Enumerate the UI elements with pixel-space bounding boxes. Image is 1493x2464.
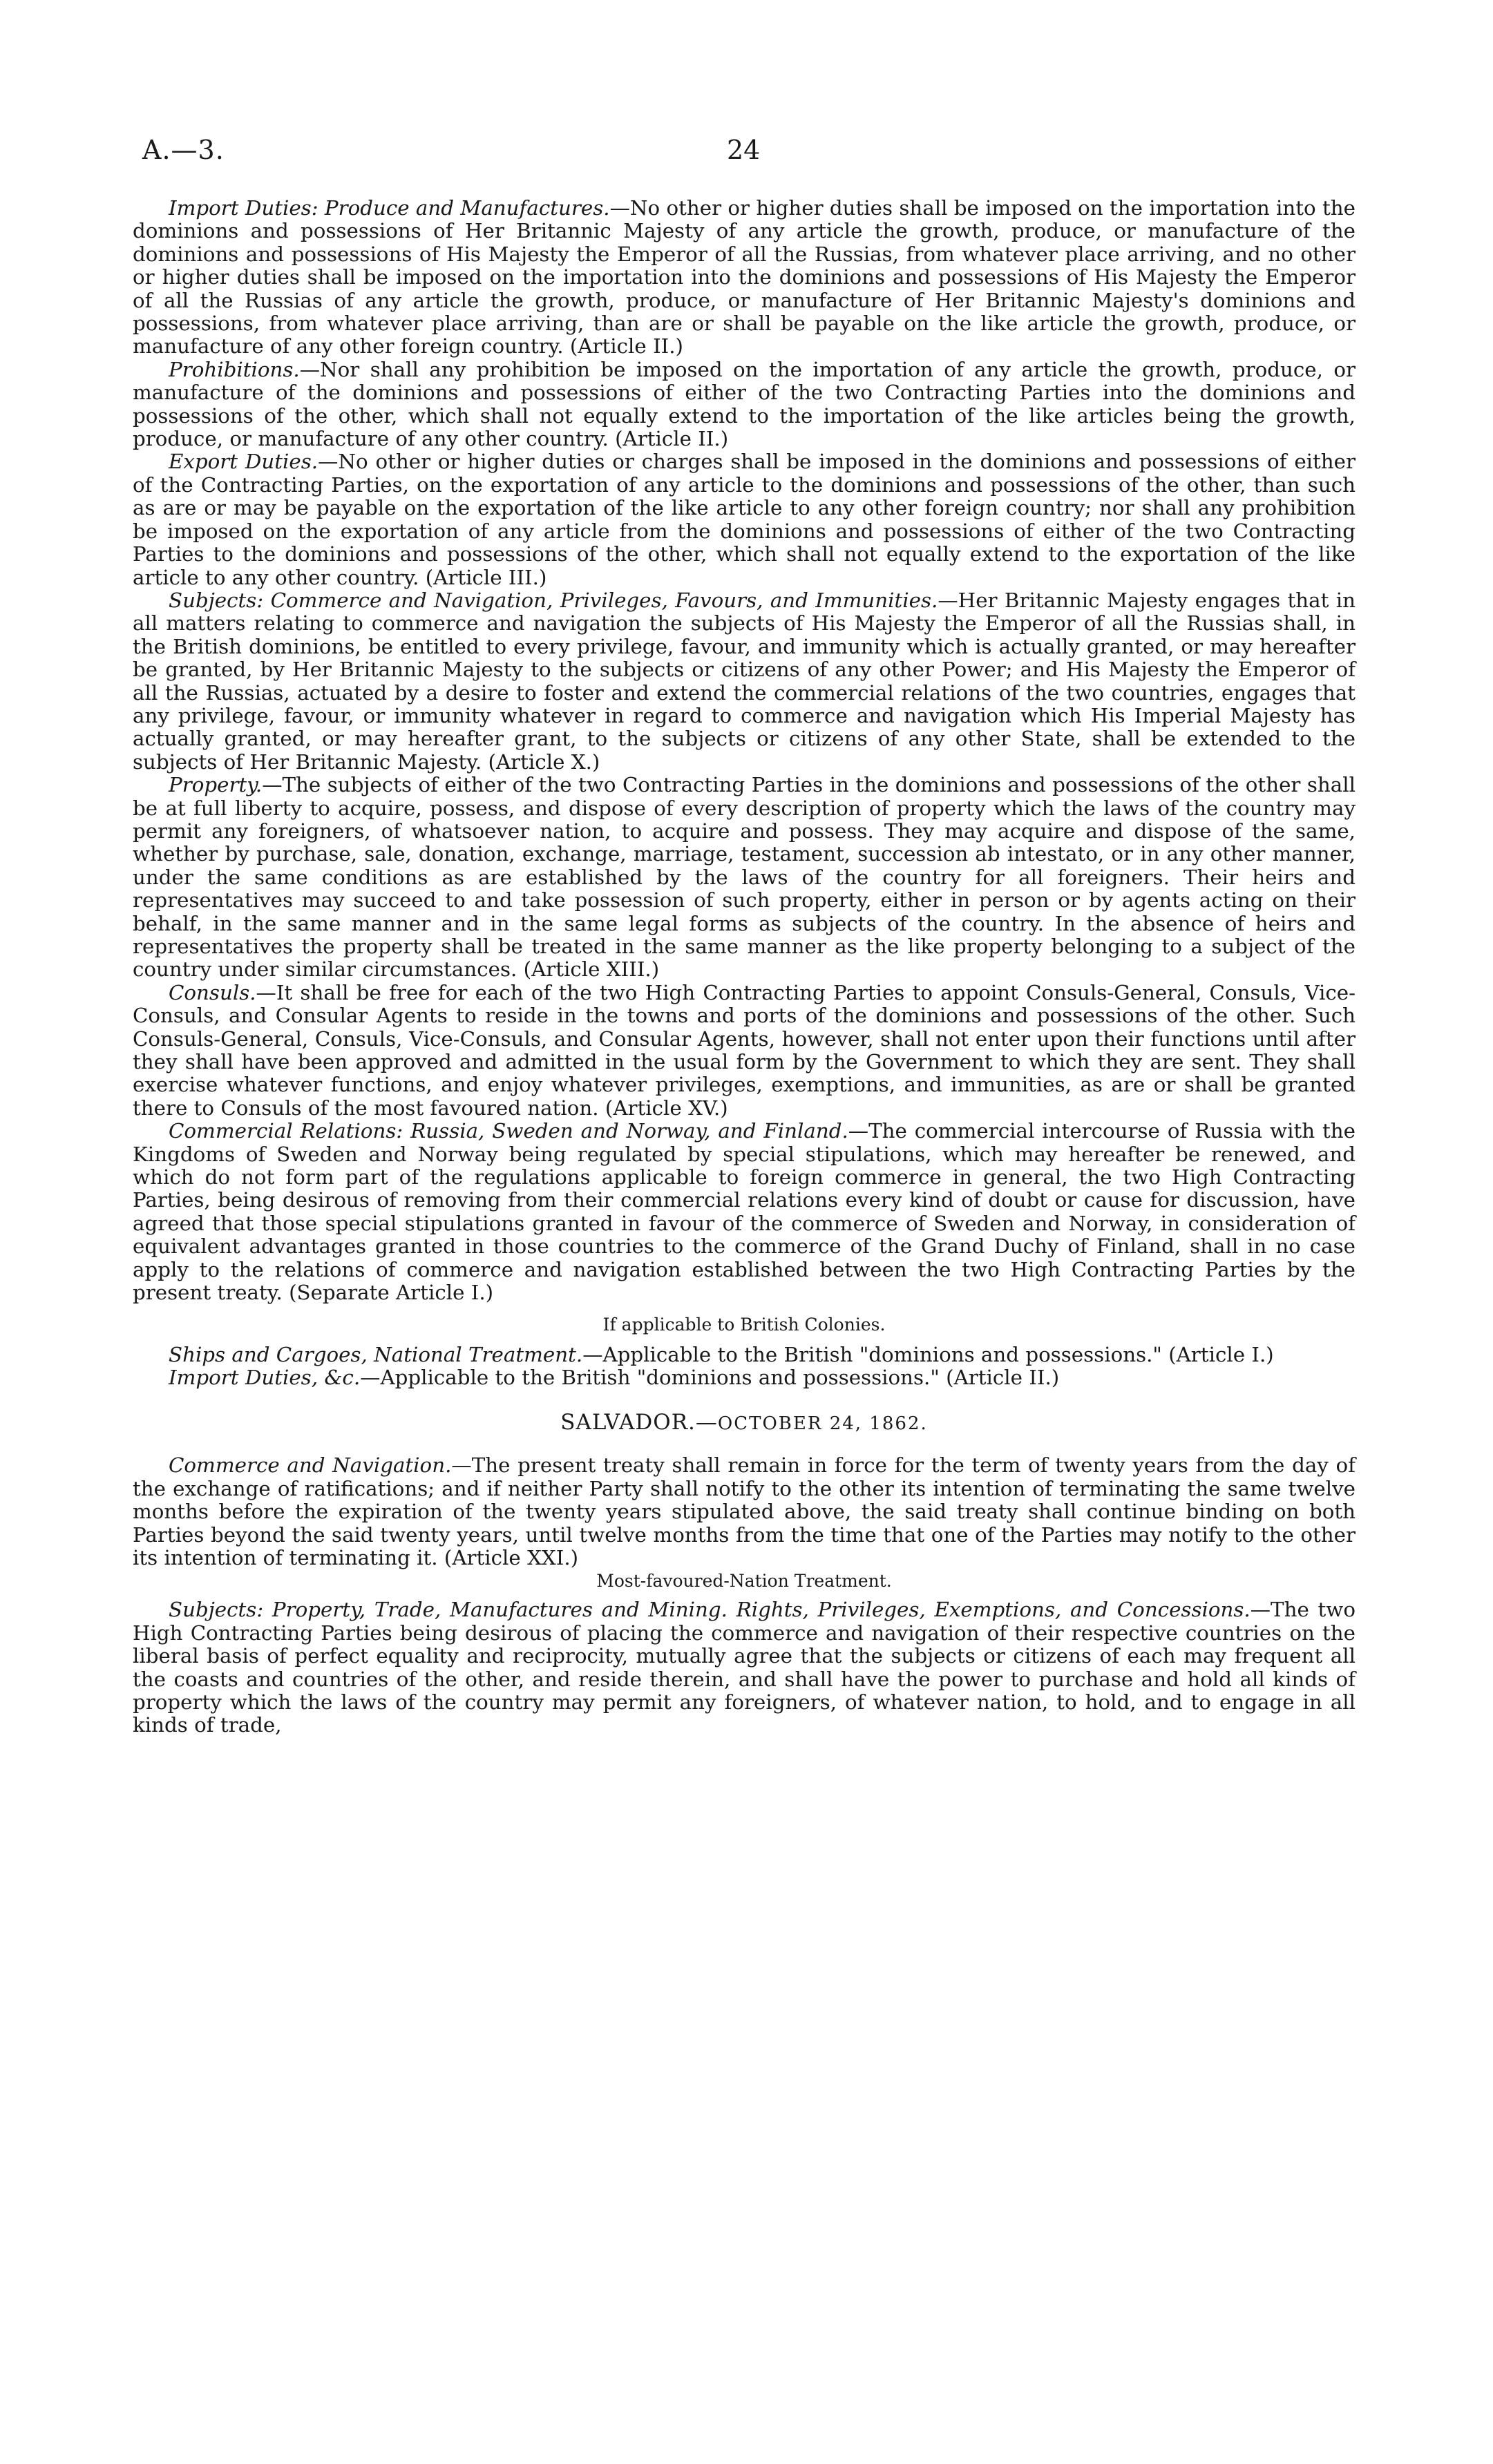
- russia-treaty-section: [133, 197, 1356, 1305]
- paragraph-heading: Export Duties.: [169, 450, 318, 474]
- paragraph-ships-cargoes: [133, 1344, 1356, 1366]
- page-header: [133, 135, 1356, 179]
- paragraph-heading: Property.: [169, 773, 263, 797]
- paragraph-commerce-navigation: [133, 1454, 1356, 1569]
- treaty-date: OCTOBER 24, 1862.: [717, 1413, 928, 1435]
- paragraph-heading: Import Duties, &c.: [169, 1365, 361, 1389]
- paragraph-heading: Subjects: Commerce and Navigation, Privileges, Favours, and Immunities.: [169, 588, 938, 612]
- paragraph-property: [133, 774, 1356, 982]
- paragraph-import-duties: [133, 197, 1356, 359]
- document-page: [133, 135, 1356, 1737]
- paragraph-text: —Applicable to the British "dominions and possessions." (Article II.): [360, 1365, 1060, 1389]
- paragraph-text: —No other or higher duties shall be imposed on the importation into the dominions and possessions of Her Britannic Majesty of any article the growth, produce, or manufacture of the dominions and possessions of His Majesty the Emperor of all the Russias, from whatever place arriving, and no other or higher duties shall be imposed on the importation into the dominions and possessions of His Majesty the Emperor of all the Russias of any article the growth, produce, or manufacture of Her Britannic Majesty's dominions and possessions, from whatever place arriving, than are or shall be payable on the like article the growth, produce, or manufacture of any other foreign country. (Article II.): [133, 196, 1356, 359]
- mfn-subheading: Most-favoured-Nation Treatment.: [596, 1571, 892, 1592]
- colonies-subheading: If applicable to British Colonies.: [602, 1314, 886, 1335]
- paragraph-consuls: [133, 982, 1356, 1120]
- paragraph-text: —Her Britannic Majesty engages that in all matters relating to commerce and navigation the subjects of His Majesty the Emperor of all the Russias shall, in the British dominions, be entitled to every privilege, favour, and immunity which is actually granted, or may hereafter be granted, by Her Britannic Majesty to the subjects or citizens of any other Power; and His Majesty the Emperor of all the Russias, actuated by a desire to foster and extend the commercial relations of the two countries, engages that any privilege, favour, or immunity whatever in regard to commerce and navigation which His Imperial Majesty has actually granted, or may hereafter grant, to the subjects or citizens of any other State, shall be extended to the subjects of Her Britannic Majesty. (Article X.): [133, 588, 1356, 774]
- paragraph-export-duties: [133, 450, 1356, 589]
- salvador-treaty-section: [133, 1454, 1356, 1737]
- paragraph-heading: Commercial Relations: Russia, Sweden and Norway, and Finland.: [169, 1119, 848, 1143]
- paragraph-heading: Prohibitions.: [169, 357, 300, 381]
- paragraph-subjects-property: [133, 1598, 1356, 1737]
- paragraph-subjects-commerce: [133, 589, 1356, 774]
- paragraph-text: —The present treaty shall remain in force for the term of twenty years from the day of the exchange of ratifications; and if neither Party shall notify to the other its intention of terminating the same twelve months before the expiration of the twenty years stipulated above, the said treaty shall continue binding on both Parties beyond the said twenty years, until twelve months from the time that one of the Parties may notify to the other its intention of terminating it. (Article XXI.): [133, 1453, 1356, 1569]
- salvador-heading: [133, 1410, 1356, 1436]
- paragraph-text: —Nor shall any prohibition be imposed on the importation of any article the growth, produce, or manufacture of the dominions and possessions of either of the two Contracting Parties into the dominions and possessions of the other, which shall not equally extend to the importation of the like articles being the growth, produce, or manufacture of any other country. (Article II.): [133, 357, 1356, 451]
- paragraph-import-duties-colonies: [133, 1366, 1356, 1389]
- paragraph-text: —No other or higher duties or charges shall be imposed in the dominions and possessions of either of the Contracting Parties, on the exportation of any article to the dominions and possessions of the other, than such as are or may be payable on the exportation of the like article to any other foreign country; nor shall any prohibition be imposed on the exportation of any article from the dominions and possessions of either of the two Contracting Parties to the dominions and possessions of the other, which shall not equally extend to the exportation of the like article to any other country. (Article III.): [133, 450, 1356, 589]
- paragraph-text: —Applicable to the British "dominions and possessions." (Article I.): [582, 1342, 1274, 1366]
- paragraph-text: —The two High Contracting Parties being desirous of placing the commerce and navigation of their respective countries on the liberal basis of perfect equality and reciprocity, mutually agree that the subjects or citizens of each may frequent all the coasts and countries of the other, and reside therein, and shall have the power to purchase and hold all kinds of property which the laws of the country may permit any foreigners, of whatever nation, to hold, and to engage in all kinds of trade,: [133, 1598, 1356, 1737]
- paragraph-heading: Consuls.: [169, 980, 256, 1004]
- colonies-section: [133, 1344, 1356, 1390]
- page-id: A.—3.: [142, 135, 225, 165]
- paragraph-text: —The commercial intercourse of Russia with the Kingdoms of Sweden and Norway being regulated by special stipulations, which may hereafter be renewed, and which do not form part of the regulations applicable to foreign commerce in general, the two High Contracting Parties, being desirous of removing from their commercial relations every kind of doubt or cause for discussion, have agreed that those special stipulations granted in favour of the commerce of Sweden and Norway, in consideration of equivalent advantages granted in those countries to the commerce of the Grand Duchy of Finland, shall in no case apply to the relations of commerce and navigation established between the two High Contracting Parties by the present treaty. (Separate Article I.): [133, 1119, 1356, 1305]
- paragraph-heading: Commerce and Navigation.: [169, 1453, 452, 1478]
- paragraph-heading: Subjects: Property, Trade, Manufactures and Mining. Rights, Privileges, Exemptions, and Concessions.: [169, 1598, 1250, 1622]
- country-name: SALVADOR.—: [560, 1410, 718, 1435]
- paragraph-prohibitions: [133, 359, 1356, 451]
- paragraph-text: —The subjects of either of the two Contracting Parties in the dominions and possessions of the other shall be at full liberty to acquire, possess, and dispose of every description of property which the laws of the country may permit any foreigners, of whatsoever nation, to acquire and possess. They may acquire and dispose of the same, whether by purchase, sale, donation, exchange, marriage, testament, succession ab intestato, or in any other manner, under the same conditions as are established by the laws of the country for all foreigners. Their heirs and representatives may succeed to and take possession of such property, either in person or by agents acting on their behalf, in the same manner and in the same legal forms as subjects of the country. In the absence of heirs and representatives the property shall be treated in the same manner as the like property belonging to a subject of the country under similar circumstances. (Article XIII.): [133, 773, 1356, 982]
- page-number: 24: [727, 135, 761, 165]
- paragraph-heading: Ships and Cargoes, National Treatment.: [169, 1342, 583, 1366]
- paragraph-heading: Import Duties: Produce and Manufactures.: [169, 196, 610, 220]
- paragraph-text: —It shall be free for each of the two High Contracting Parties to appoint Consuls-General, Consuls, Vice-Consuls, and Consular Agents to reside in the towns and ports of the dominions and possessions of the other. Such Consuls-General, Consuls, Vice-Consuls, and Consular Agents, however, shall not enter upon their functions until after they shall have been approved and admitted in the usual form by the Government to which they are sent. They shall exercise whatever functions, and enjoy whatever privileges, exemptions, and immunities, as are or shall be granted there to Consuls of the most favoured nation. (Article XV.): [133, 980, 1356, 1120]
- paragraph-commercial-relations: [133, 1120, 1356, 1304]
